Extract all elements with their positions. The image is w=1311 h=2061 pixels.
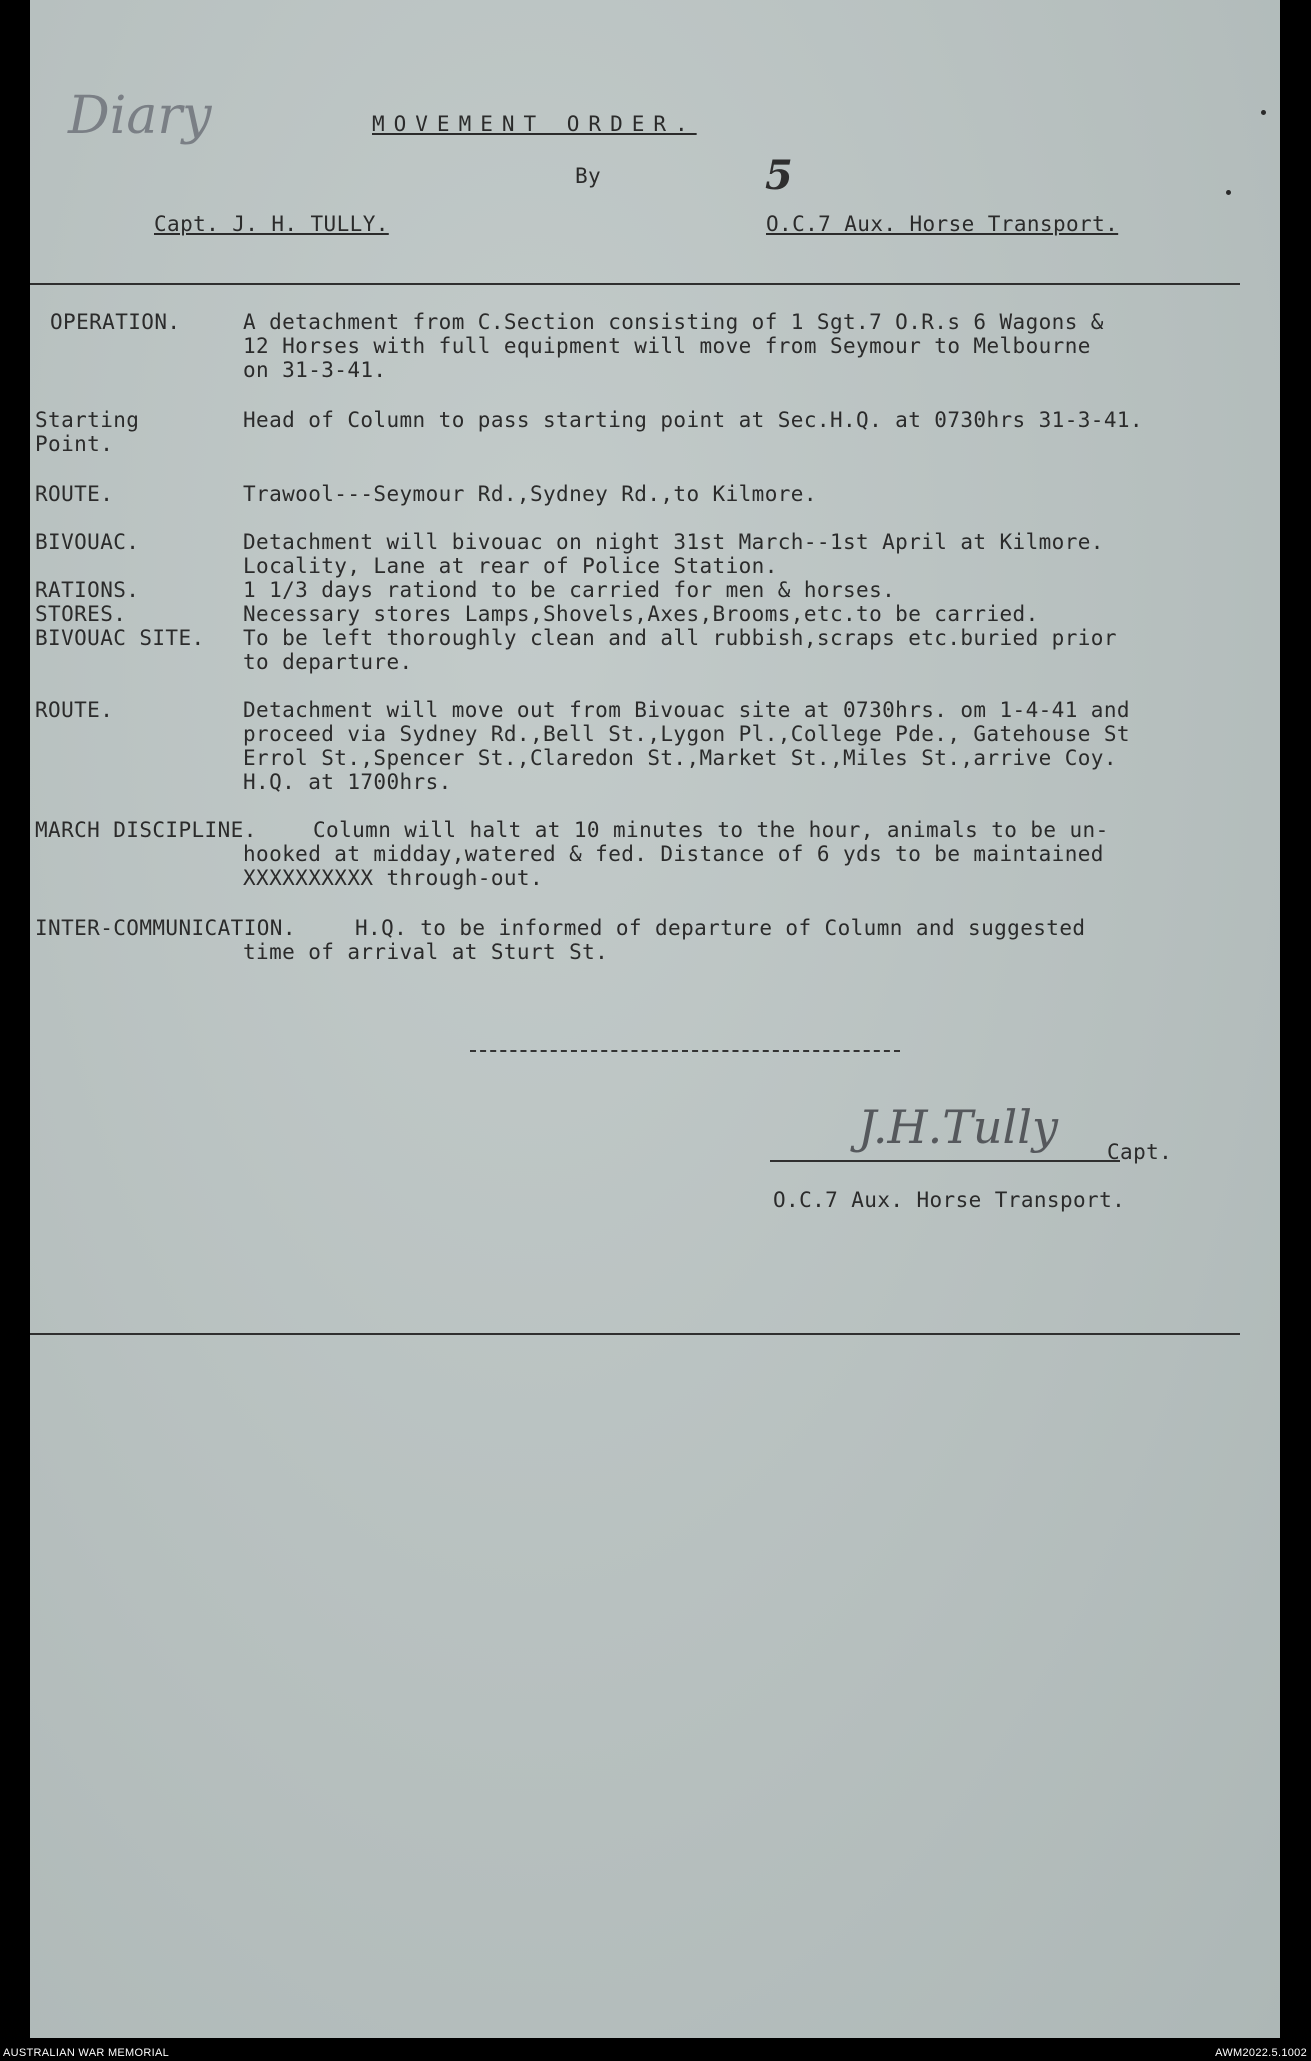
section-label-inter-communication: INTER-COMMUNICATION.	[35, 916, 296, 940]
issuer: Capt. J. H. TULLY.	[154, 212, 389, 236]
section-label-stores: STORES.	[35, 602, 127, 626]
section-label-starting-point: Starting	[35, 408, 140, 432]
document-title: MOVEMENT ORDER.	[372, 112, 697, 136]
footer-rule	[30, 1333, 1240, 1335]
section-text: A detachment from C.Section consisting of 1 Sgt.7 O.R.s 6 Wagons &	[243, 310, 1104, 334]
punch-hole	[1226, 190, 1231, 195]
section-text: Errol St.,Spencer St.,Claredon St.,Market St.,Miles St.,arrive Coy.	[243, 746, 1117, 770]
section-text: Head of Column to pass starting point at Sec.H.Q. at 0730hrs 31-3-41.	[243, 408, 1143, 432]
section-label-starting-point-2: Point.	[35, 432, 114, 456]
separator-dashes	[470, 1050, 900, 1052]
section-label-bivouac-site: BIVOUAC SITE.	[35, 626, 205, 650]
signature-rank: Capt.	[1107, 1140, 1173, 1164]
signature-unit: O.C.7 Aux. Horse Transport.	[773, 1188, 1126, 1212]
section-label-rations: RATIONS.	[35, 578, 140, 602]
issuing-unit: O.C.7 Aux. Horse Transport.	[766, 212, 1119, 236]
section-text: to departure.	[243, 650, 413, 674]
section-text: Necessary stores Lamps,Shovels,Axes,Brooms,etc.to be carried.	[243, 602, 1039, 626]
signature-line	[770, 1160, 1120, 1162]
archive-reference: AWM2022.5.1002	[1215, 2047, 1307, 2059]
section-text: Column will halt at 10 minutes to the hour, animals to be un-	[313, 818, 1109, 842]
section-text: proceed via Sydney Rd.,Bell St.,Lygon Pl.,College Pde., Gatehouse St	[243, 722, 1130, 746]
section-label-route-2: ROUTE.	[35, 698, 114, 722]
section-text: Detachment will bivouac on night 31st March--1st April at Kilmore.	[243, 530, 1104, 554]
header-rule	[30, 283, 1240, 285]
section-text: XXXXXXXXXX through-out.	[243, 866, 543, 890]
section-text: To be left thoroughly clean and all rubbish,scraps etc.buried prior	[243, 626, 1117, 650]
signature-mark: J.H.Tully	[858, 1100, 1058, 1154]
section-text: Locality, Lane at rear of Police Station.	[243, 554, 778, 578]
section-text: 12 Horses with full equipment will move from Seymour to Melbourne	[243, 334, 1091, 358]
section-text: time of arrival at Sturt St.	[243, 940, 609, 964]
section-label-bivouac: BIVOUAC.	[35, 530, 140, 554]
punch-hole	[1261, 110, 1266, 115]
handwritten-annotation: Diary	[68, 86, 212, 146]
section-text: hooked at midday,watered & fed. Distance of 6 yds to be maintained	[243, 842, 1104, 866]
order-number: 5	[765, 152, 793, 199]
by-line: By	[575, 164, 602, 188]
section-text: 1 1/3 days rationd to be carried for men & horses.	[243, 578, 896, 602]
section-text: H.Q. at 1700hrs.	[243, 770, 452, 794]
section-text: on 31-3-41.	[243, 358, 387, 382]
section-text: H.Q. to be informed of departure of Column and suggested	[355, 916, 1086, 940]
section-label-route: ROUTE.	[35, 482, 114, 506]
section-label-operation: OPERATION.	[50, 310, 181, 334]
section-text: Trawool---Seymour Rd.,Sydney Rd.,to Kilmore.	[243, 482, 817, 506]
document-page	[30, 0, 1280, 2038]
section-text: Detachment will move out from Bivouac site at 0730hrs. om 1-4-41 and	[243, 698, 1130, 722]
section-label-march-discipline: MARCH DISCIPLINE.	[35, 818, 257, 842]
archive-credit: AUSTRALIAN WAR MEMORIAL	[3, 2047, 170, 2059]
